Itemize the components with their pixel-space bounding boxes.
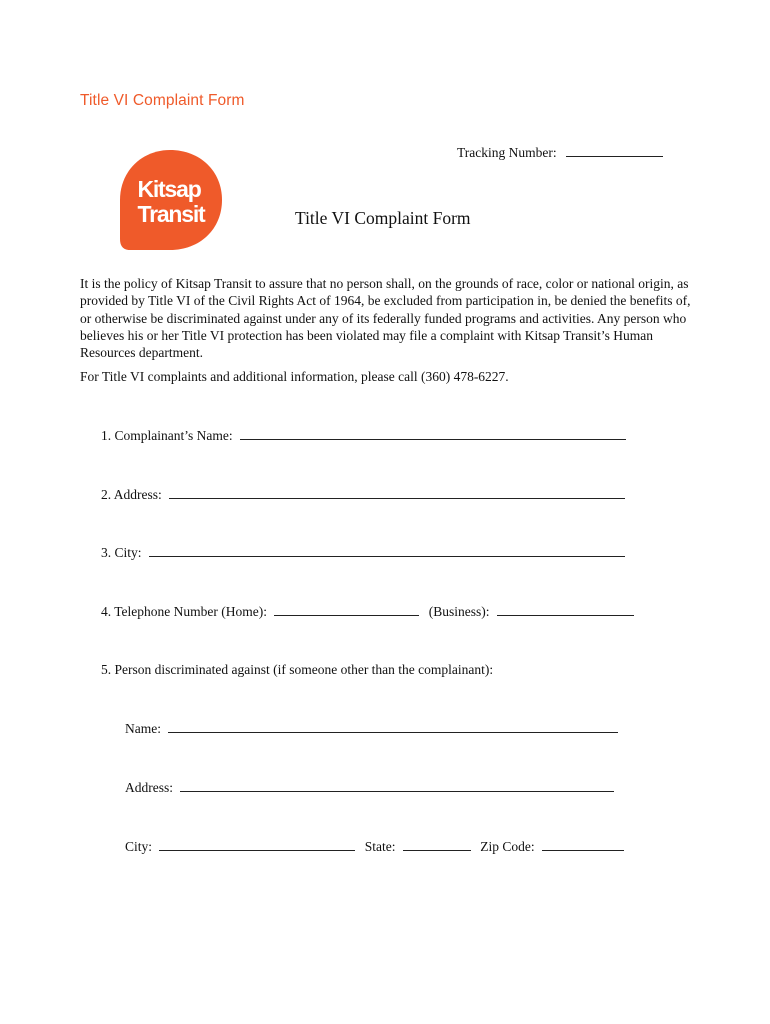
contact-line: For Title VI complaints and additional information, please call (360) 478-6227. [80,369,509,384]
other-person-state-blank[interactable] [403,839,471,851]
other-person-name-field [125,721,618,737]
logo-text-line2: Transit [137,201,205,227]
person-discriminated-heading: 5. Person discriminated against (if someone other than the complainant): [101,662,494,677]
other-person-zip-label: Zip Code: [480,839,535,854]
logo-text-line1: Kitsap [137,176,201,202]
other-person-address-field [125,780,614,796]
other-person-city-label: City: [125,839,153,854]
other-person-name-blank[interactable] [168,721,618,733]
other-person-address-label: Address: [125,780,173,795]
other-person-city-blank[interactable] [159,839,355,851]
address-label: 2. Address: [101,487,162,502]
complainant-name-label: 1. Complainant’s Name: [101,428,233,443]
city-field [101,545,625,561]
other-person-city-field [125,839,624,855]
tracking-number-field [457,145,663,161]
kitsap-transit-logo [118,150,222,250]
other-person-zip-blank[interactable] [542,839,624,851]
other-person-name-label: Name: [125,721,161,736]
other-person-address-blank[interactable] [180,780,614,792]
telephone-home-blank[interactable] [274,604,419,616]
page-header-title: Title VI Complaint Form [80,92,245,109]
form-title: Title VI Complaint Form [295,208,471,228]
complainant-name-field [101,428,626,444]
policy-paragraph: It is the policy of Kitsap Transit to assure that no person shall, on the grounds of race, color or national origin, as provided by Title VI of the Civil Rights Act of 1964, be excluded from participation in, be denied the benefits of, or otherwise be discriminated against under any of its federally funded programs and activities. Any person who believes his or her Title VI protection has been violated may file a complaint with Kitsap Transit’s Human Resources department. [80,276,691,361]
city-label: 3. City: [101,545,142,560]
tracking-number-label: Tracking Number: [457,145,557,160]
tracking-number-blank[interactable] [566,145,663,157]
address-field [101,487,625,503]
address-blank[interactable] [169,487,625,499]
telephone-field [101,604,634,620]
telephone-home-label: 4. Telephone Number (Home): [101,604,268,619]
telephone-business-blank[interactable] [497,604,634,616]
other-person-state-label: State: [364,839,396,854]
city-blank[interactable] [149,545,625,557]
telephone-business-label: (Business): [428,604,490,619]
complainant-name-blank[interactable] [240,428,626,440]
